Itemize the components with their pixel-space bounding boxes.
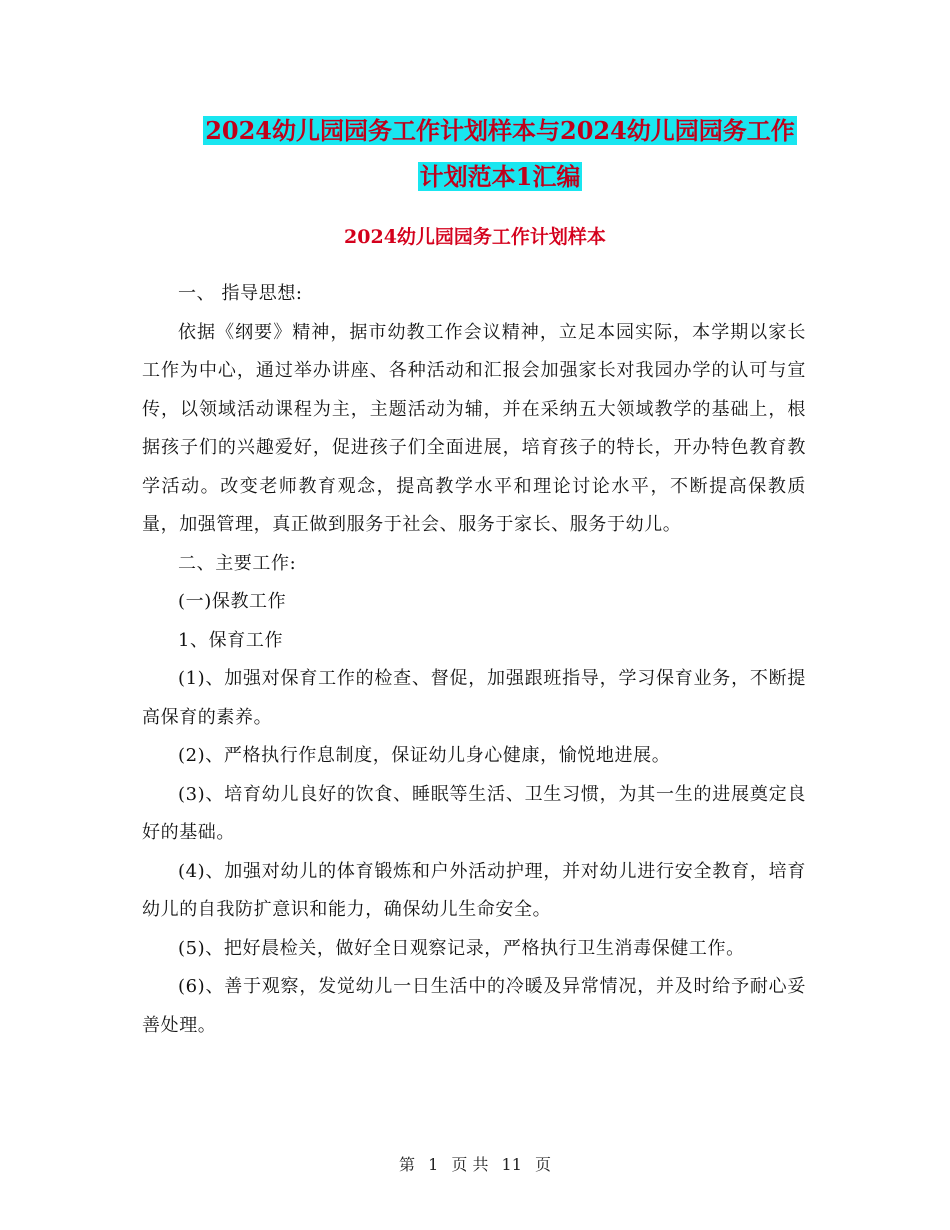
list-item: (4)、加强对幼儿的体育锻炼和户外活动护理，并对幼儿进行安全教育，培育幼儿的自我防扩意识和能力，确保幼儿生命安全。	[142, 860, 806, 920]
heading-nursing-work: 1、保育工作	[178, 629, 284, 651]
document-title-line2: 计划范本1汇编	[419, 162, 581, 191]
footer-label-page: 第	[398, 1155, 415, 1174]
heading-care-education: (一)保教工作	[178, 591, 287, 612]
section-title: 2024幼儿园园务工作计划样本	[344, 226, 606, 248]
list-item: (6)、善于观察，发觉幼儿一日生活中的冷暖及异常情况，并及时给予耐心妥善处理。	[142, 976, 806, 1036]
heading-guiding-thought: 一、 指导思想:	[178, 283, 303, 304]
footer-total-pages: 11	[501, 1155, 522, 1174]
document-title	[150, 108, 850, 200]
list-item: (5)、把好晨检关，做好全日观察记录，严格执行卫生消毒保健工作。	[178, 937, 745, 959]
footer-current-page: 1	[428, 1155, 439, 1174]
heading-main-work: 二、主要工作:	[178, 552, 297, 574]
document-title-line1: 2024幼儿园园务工作计划样本与2024幼儿园园务工作	[205, 116, 795, 145]
list-item: (3)、培育幼儿良好的饮食、睡眠等生活、卫生习惯，为其一生的进展奠定良好的基础。	[142, 783, 806, 843]
list-item: (1)、加强对保育工作的检查、督促，加强跟班指导，学习保育业务，不断提高保育的素养。	[142, 668, 806, 728]
page-footer	[0, 1152, 950, 1175]
document-body	[142, 275, 806, 1045]
paragraph-guiding-thought: 依据《纲要》精神，据市幼教工作会议精神，立足本园实际，本学期以家长工作为中心，通过举办讲座、各种活动和汇报会加强家长对我园办学的认可与宣传，以领域活动课程为主，主题活动为辅，并在采纳五大领域教学的基础上，根据孩子们的兴趣爱好，促进孩子们全面进展，培育孩子的特长，开办特色教育教学活动。改变老师教育观念，提高教学水平和理论讨论水平，不断提高保教质量，加强管理，真正做到服务于社会、服务于家长、服务于幼儿。	[142, 321, 806, 535]
footer-label-of: 页 共	[451, 1155, 489, 1174]
footer-label-end: 页	[535, 1155, 552, 1174]
list-item: (2)、严格执行作息制度，保证幼儿身心健康，愉悦地进展。	[178, 745, 671, 766]
